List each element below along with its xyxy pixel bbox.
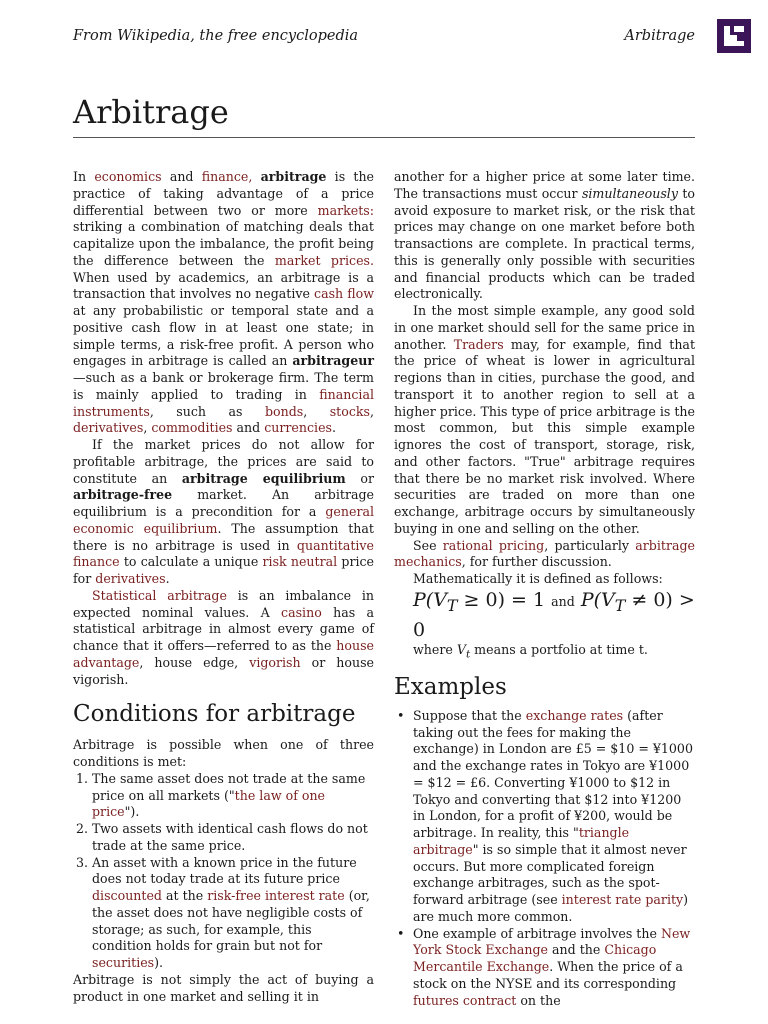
link-finance[interactable]: finance,: [201, 169, 253, 184]
link-triangle-arbitrage[interactable]: triangle arbitrage: [413, 825, 630, 857]
link-cme[interactable]: Chicago Mercantile Exchange: [413, 942, 657, 975]
link-cash-flow[interactable]: cash flow: [314, 286, 375, 302]
page-title: Arbitrage: [73, 93, 229, 131]
right-paragraph-2: In the most simple example, any good sold in one market should sell for the same price in another. Traders may, for example, find that the price of wheat is lower in agricultural regions than in cities, purchase the good, and transport it to another region to sell at a higher price. This type of price arbitrage is the most common, but this simple example ignores the cost of transport, storage, risk, and other factors. "True" arbitrage requires that there be no market risk involved. Where securities are traded on more than one exchange, arbitrage occurs by simultaneously buying in one and selling on the other.: [394, 303, 695, 536]
right-paragraph-1: another for a higher price at some later time. The transactions must occur simultaneously to avoid exposure to market risk, or the risk that prices may change on one market before both transactions are complete. In practical terms, this is generally only possible with securities and financial products which can be traded electronically.: [394, 169, 695, 302]
link-vigorish[interactable]: vigorish: [249, 654, 301, 670]
bookmark-logo-icon[interactable]: [717, 19, 751, 53]
list-item: 2. Two assets with identical cash flows do not trade at the same price.: [92, 821, 374, 855]
link-financial-instruments[interactable]: financial instruments: [73, 386, 374, 419]
term-arbitrage: arbitrage: [260, 169, 327, 184]
link-bonds[interactable]: bonds: [264, 403, 304, 419]
list-item: 1. The same asset does not trade at the same price on all markets ("the law of one price").: [92, 771, 374, 821]
arbitrage-formula: $P(V_T \ge 0) = 1$ and $P(V_T \ne 0) > 0$: [413, 588, 695, 641]
link-derivatives[interactable]: derivatives: [73, 420, 144, 436]
link-exchange-rates[interactable]: exchange rates: [525, 707, 624, 723]
intro-paragraph-2: If the market prices do not allow for profitable arbitrage, the prices are said to constitute an arbitrage equilibrium or arbitrage-free market. An arbitrage equilibrium is a precondition for a general economic equilibrium. The assumption that there is no arbitrage is used in quantitative finance to calculate a unique risk neutral price for derivatives.: [73, 437, 375, 586]
link-risk-neutral[interactable]: risk neutral: [262, 554, 338, 570]
term-simultaneously: simultaneously: [581, 185, 678, 201]
link-derivatives-2[interactable]: derivatives: [95, 571, 166, 586]
intro-paragraph-3: Statistical arbitrage is an imbalance in expected nominal values. A casino has a statistical arbitrage in almost every game of chance that it offers—referred to as the house advantage, house edge, vigorish or house vigorish.: [73, 587, 374, 687]
list-item: 3. An asset with a known price in the future does not today trade at its future price discounted at the risk-free interest rate (or, the asset does not have negligible costs of storage; as such, for example, this condition holds for grain but not for securities).: [92, 855, 374, 972]
link-quantitative-finance[interactable]: quantitative finance: [73, 537, 374, 570]
link-discounted[interactable]: discounted: [92, 888, 162, 903]
link-economics[interactable]: economics: [94, 169, 162, 184]
math-where: where $V_t$ means a portfolio at time t.: [413, 641, 648, 661]
link-market-prices[interactable]: market prices.: [274, 252, 375, 268]
term-arbitrageur: arbitrageur: [292, 353, 374, 369]
link-law-of-one-price[interactable]: the law of one price: [92, 787, 326, 820]
link-stocks[interactable]: stocks: [329, 403, 370, 419]
link-securities[interactable]: securities: [92, 955, 155, 970]
link-commodities[interactable]: commodities: [151, 420, 233, 436]
header-topic: Arbitrage: [624, 28, 695, 44]
section-heading-examples: Examples: [394, 673, 507, 700]
right-column: [394, 169, 695, 1009]
left-column: [73, 169, 374, 1005]
list-item: • One example of arbitrage involves the New York Stock Exchange and the Chicago Mercantile Exchange. When the price of a stock on the NYSE and its corresponding futures contract on the: [413, 926, 695, 1010]
link-general-economic-equilibrium[interactable]: general economic equilibrium: [73, 504, 374, 536]
term-arbitrage-free: arbitrage-free: [73, 487, 173, 503]
term-arbitrage-equilibrium: arbitrage equilibrium: [181, 470, 346, 486]
link-risk-free-interest-rate[interactable]: risk-free interest rate: [207, 888, 345, 903]
examples-list: [394, 708, 695, 1010]
link-rational-pricing[interactable]: rational pricing: [442, 537, 545, 553]
link-house-advantage[interactable]: house advantage: [73, 638, 374, 670]
link-currencies[interactable]: currencies: [264, 420, 332, 436]
link-interest-rate-parity[interactable]: interest rate parity: [561, 892, 684, 908]
conditions-list: [73, 771, 374, 972]
link-traders[interactable]: Traders: [453, 336, 504, 352]
link-statistical-arbitrage[interactable]: Statistical arbitrage: [92, 587, 227, 603]
math-intro: Mathematically it is defined as follows:: [413, 571, 663, 586]
link-markets[interactable]: markets:: [317, 202, 374, 218]
link-arbitrage-mechanics[interactable]: arbitrage mechanics: [394, 537, 695, 570]
link-casino[interactable]: casino: [281, 604, 322, 620]
intro-paragraph-1: In economics and finance, arbitrage is the practice of taking advantage of a price differential between two or more markets: striking a combination of matching deals that capitalize upon the imbalance, the profit being the difference between the market prices. When used by academics, an arbitrage is a transaction that involves no negative cash flow at any probabilistic or temporal state and a positive cash flow in at least one state; in simple terms, a risk-free profit. A person who engages in arbitrage is called an arbitrageur—such as a bank or brokerage firm. The term is mainly applied to trading in financial instruments, such as bonds, stocks, derivatives, commodities and currencies.: [73, 169, 375, 436]
link-nyse[interactable]: New York Stock Exchange: [413, 925, 691, 958]
right-paragraph-3: See rational pricing, particularly arbitrage mechanics, for further discussion.: [394, 537, 695, 570]
link-futures-contract[interactable]: futures contract: [413, 992, 517, 1008]
title-divider: [73, 137, 695, 138]
list-item: • Suppose that the exchange rates (after taking out the fees for making the exchange) in London are £5 = $10 = ¥1000 and the exchange rates in Tokyo are ¥1000 = $12 = £6. Converting ¥1000 to $12 in Tokyo and converting that $12 into ¥1200 in London, for a profit of ¥200, would be arbitrage. In reality, this "triangle arbitrage" is so simple that it almost never occurs. But more complicated foreign exchange arbitrages, such as the spot-forward arbitrage (see interest rate parity) are much more common.: [413, 708, 695, 926]
conditions-after: Arbitrage is not simply the act of buying a product in one market and selling it in: [73, 971, 374, 1004]
header-source: From Wikipedia, the free encyclopedia: [73, 28, 359, 44]
section-heading-conditions: Conditions for arbitrage: [73, 701, 356, 728]
conditions-lead: Arbitrage is possible when one of three conditions is met:: [73, 737, 374, 769]
